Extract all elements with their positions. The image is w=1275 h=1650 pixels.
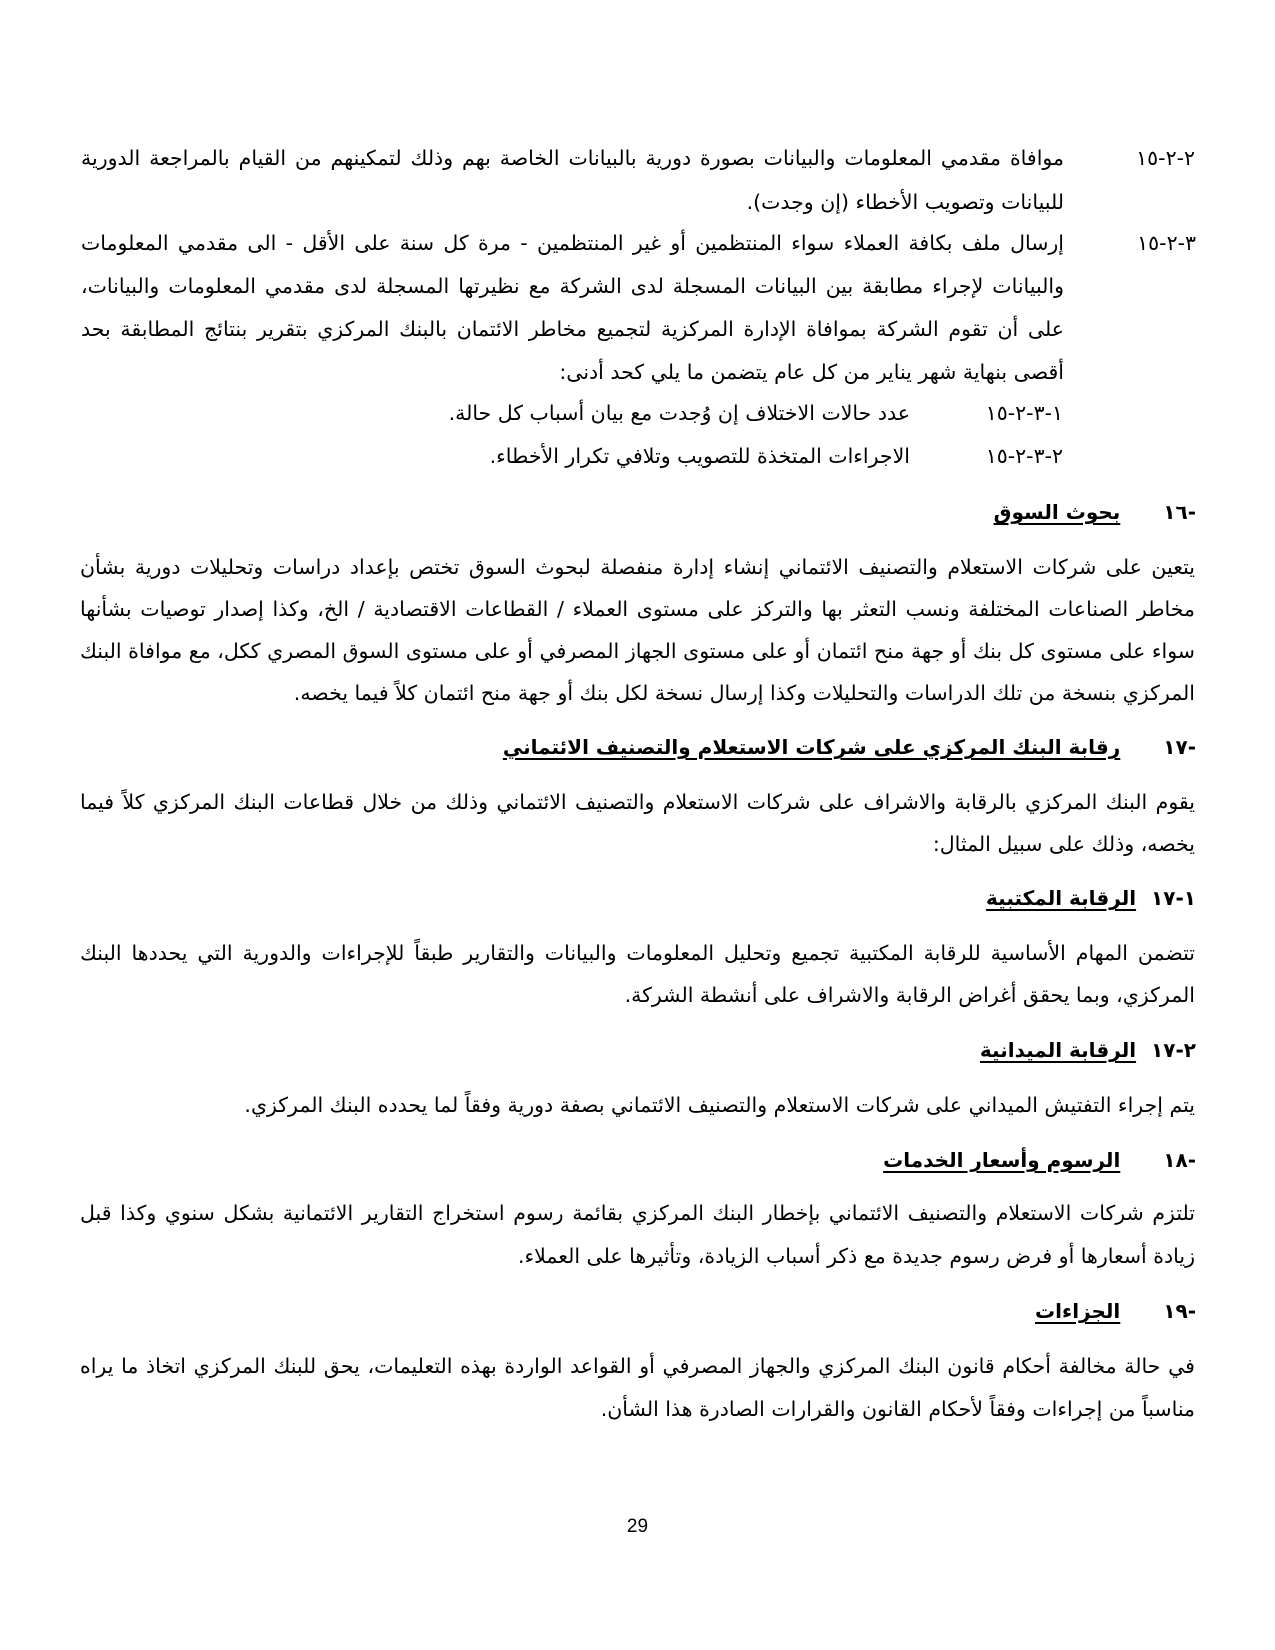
item-15-2-3-line-4: أقصى بنهاية شهر يناير من كل عام يتضمن ما يلي كحد أدنى: — [559, 360, 1064, 384]
item-15-2-3-2-text: الاجراءات المتخذة للتصويب وتلافي تكرار الأخطاء. — [489, 444, 910, 468]
item-15-2-3-1-number: ١-٣-٢-١٥ — [985, 401, 1063, 425]
section-17-line-1: يقوم البنك المركزي بالرقابة والاشراف على شركات الاستعلام والتصنيف الائتماني وذلك من خلال قطاعات البنك المركزي كلاً فيما — [80, 790, 1195, 814]
item-15-2-3-number: ٣-٢-١٥ — [1137, 231, 1196, 255]
item-15-2-3-line-1: إرسال ملف بكافة العملاء سواء المنتظمين أو غير المنتظمين - مرة كل سنة على الأقل - الى مقدمي المعلومات — [81, 231, 1064, 255]
item-15-2-3-1-text: عدد حالات الاختلاف إن وُجدت مع بيان أسباب كل حالة. — [448, 401, 910, 425]
section-16-line-4: المركزي بنسخة من تلك الدراسات والتحليلات وكذا إرسال نسخة لكل بنك أو جهة منح ائتمان كلاً فيما يخصه. — [293, 681, 1195, 705]
item-15-2-2-line-1: موافاة مقدمي المعلومات والبيانات بصورة دورية بالبيانات الخاصة بهم وذلك لتمكينهم من القيام بالمراجعة الدورية — [81, 146, 1064, 170]
section-17-2-line-1: يتم إجراء التفتيش الميداني على شركات الاستعلام والتصنيف الائتماني بصفة دورية وفقاً لما يحدده البنك المركزي. — [244, 1093, 1195, 1117]
section-19-line-1: في حالة مخالفة أحكام قانون البنك المركزي والجهاز المصرفي أو القواعد الواردة بهذه التعليمات، يحق للبنك المركزي اتخاذ ما يراه — [80, 1354, 1195, 1378]
section-17-line-2: يخصه، وذلك على سبيل المثال: — [932, 832, 1195, 856]
section-16-line-3: سواء على مستوى كل بنك أو جهة منح ائتمان أو على مستوى الجهاز المصرفي أو على مستوى السوق المصري ككل، مع موافاة البنك — [80, 639, 1195, 663]
section-18-line-2: زيادة أسعارها أو فرض رسوم جديدة مع ذكر أسباب الزيادة، وتأثيرها على العملاء. — [517, 1244, 1195, 1268]
section-17-1-heading — [986, 883, 1196, 913]
section-17-heading — [503, 732, 1196, 762]
section-19-heading — [1035, 1296, 1196, 1326]
section-title: الرقابة المكتبية — [986, 886, 1137, 910]
section-title: بحوث السوق — [993, 500, 1121, 524]
item-15-2-3-2-number: ٢-٣-٢-١٥ — [985, 444, 1063, 468]
section-16-heading — [994, 497, 1196, 527]
section-19-line-2: مناسباً من إجراءات وفقاً لأحكام القانون والقرارات الصادرة هذا الشأن. — [600, 1397, 1195, 1421]
section-number: ٢-١٧ — [1151, 1038, 1196, 1062]
section-number: -١٨ — [1163, 1148, 1196, 1172]
item-15-2-2-line-2: للبيانات وتصويب الأخطاء (إن وجدت). — [746, 190, 1064, 214]
section-17-1-line-2: المركزي، وبما يحقق أغراض الرقابة والاشراف على أنشطة الشركة. — [624, 983, 1195, 1007]
item-number: ٢-٢-١٥ — [1136, 146, 1195, 170]
section-number: -١٩ — [1163, 1299, 1196, 1323]
item-15-2-3-line-2: والبيانات لإجراء مطابقة بين البيانات المسجلة لدى الشركة مع نظيرتها المسجلة لدى مقدمي المعلومات والبيانات، — [81, 274, 1064, 298]
item-15-2-3-line-3: على أن تقوم الشركة بموافاة الإدارة المركزية لتجميع مخاطر الائتمان بالبنك المركزي بتقرير بنتائج المطابقة بحد — [81, 317, 1064, 341]
page-number: 29 — [626, 1516, 649, 1537]
section-title: الجزاءات — [1035, 1299, 1121, 1323]
section-18-heading — [883, 1145, 1196, 1175]
section-title: الرقابة الميدانية — [979, 1038, 1137, 1062]
section-number: -١٧ — [1163, 735, 1196, 759]
section-18-line-1: تلتزم شركات الاستعلام والتصنيف الائتماني بإخطار البنك المركزي بقائمة رسوم استخراج التقارير الائتمانية بشكل سنوي وكذا قبل — [80, 1201, 1195, 1225]
section-16-line-2: مخاطر الصناعات المختلفة ونسب التعثر بها والتركز على مستوى العملاء / القطاعات الاقتصادية / الخ، وكذا إصدار توصيات بشأنها — [80, 597, 1195, 621]
section-number: ١-١٧ — [1151, 886, 1196, 910]
section-title: الرسوم وأسعار الخدمات — [883, 1148, 1121, 1172]
section-16-line-1: يتعين على شركات الاستعلام والتصنيف الائتماني إنشاء إدارة منفصلة لبحوث السوق تختص بإعداد دراسات وتحليلات دورية بشأن — [80, 555, 1195, 579]
section-number: -١٦ — [1163, 500, 1196, 524]
section-17-2-heading — [980, 1035, 1196, 1065]
section-17-1-line-1: تتضمن المهام الأساسية للرقابة المكتبية تجميع وتحليل المعلومات والبيانات والتقارير طبقاً للإجراءات والدورية التي يحددها البنك — [80, 941, 1195, 965]
section-title: رقابة البنك المركزي على شركات الاستعلام والتصنيف الائتماني — [502, 735, 1121, 759]
